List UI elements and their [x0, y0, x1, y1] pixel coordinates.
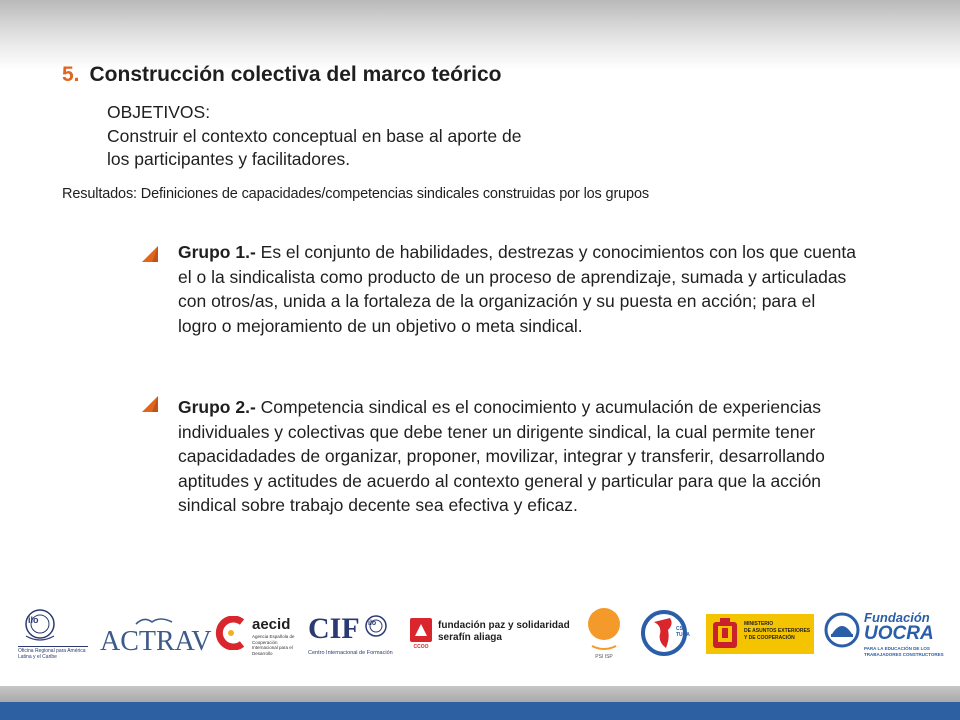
uocra-caption: PARA LA EDUCACIÓN DE LOS TRABAJADORES CONSTRUCTORES: [864, 646, 944, 657]
ccoo-badge: CCOO: [413, 644, 429, 650]
cif-ilo-mark: ilo: [368, 620, 377, 627]
objectives-block: [107, 101, 521, 172]
fundacion-paz-line2: serafín aliaga: [438, 632, 502, 643]
objectives-line-2: los participantes y facilitadores.: [107, 149, 351, 169]
footer-blue-band: [0, 702, 960, 720]
ministerio-line1: MINISTERIO: [744, 621, 774, 627]
results-line: Resultados: Definiciones de capacidades/competencias sindicales construidas por los grupos: [62, 186, 649, 202]
group-1-text: Es el conjunto de habilidades, destrezas y conocimientos con los que cuenta el o la sindicalista como producto de un proceso de aprendizaje, sumada y articuladas con otros/as, unida a la fortaleza de la organización y su puesta en acción; para el logro o mejoramiento de un objetivo o meta sindical.: [178, 242, 857, 336]
aecid-c-icon: [214, 616, 248, 650]
section-number: 5.: [62, 63, 80, 86]
cif-text: CIF: [308, 612, 360, 645]
group-2-paragraph: [178, 395, 858, 518]
psi-sun-icon: [584, 606, 624, 654]
aecid-name: aecid: [252, 616, 291, 633]
footer-grey-band: [0, 686, 960, 702]
uocra-line2: UOCRA: [864, 623, 934, 644]
triangle-bullet-icon: [141, 395, 159, 413]
group-1-label: Grupo 1.-: [178, 242, 256, 262]
spain-coat-of-arms-icon: [710, 618, 740, 650]
ilo-caption: Oficina Regional para América Latina y el Caribe: [18, 648, 86, 660]
header-gradient-band: [0, 0, 960, 70]
title-text: Construcción colectiva del marco teórico: [89, 63, 502, 86]
aecid-caption: Agencia Española de Cooperación Internacional para el Desarrollo: [252, 634, 295, 656]
triangle-bullet-icon: [141, 245, 159, 263]
partner-logos-strip: [0, 600, 960, 680]
ministerio-logo: [706, 614, 814, 654]
csa-tuca-text: CSA TUCA: [676, 626, 690, 638]
csa-tuca-logo: [640, 606, 696, 666]
ilo-mark-text: ilo: [28, 615, 39, 625]
slide-title: [62, 63, 501, 87]
group-2-label: Grupo 2.-: [178, 397, 256, 417]
objectives-heading: OBJETIVOS:: [107, 102, 211, 122]
cif-caption: Centro Internacional de Formación: [308, 650, 393, 656]
uocra-logo: [824, 608, 950, 666]
group-1-paragraph: [178, 240, 858, 338]
ccoo-square-icon: [410, 618, 432, 642]
objectives-line-1: Construir el contexto conceptual en base al aporte de: [107, 125, 522, 146]
ministerio-line2: DE ASUNTOS EXTERIORES: [744, 628, 811, 634]
group-2-text: Competencia sindical es el conocimiento y acumulación de experiencias individuales y colectivas que debe tener un dirigente sindical, la cual permite tener capacidadades de organizar, proponer, movilizar, integrar y transferir, desarrollando aptitudes y actitudes de acuerdo al contexto general y particular para que la acción sindical sobre trabajo decente sea efectiva y eficaz.: [178, 397, 825, 515]
actrav-logo: [100, 614, 212, 664]
ilo-regional-logo: [18, 608, 90, 668]
cif-logo: [306, 612, 398, 662]
fundacion-paz-line1: fundación paz y solidaridad: [438, 620, 570, 631]
aecid-logo: [214, 610, 298, 670]
ilo-emblem-icon: [362, 614, 390, 640]
actrav-text: ACTRAV: [100, 626, 212, 657]
uocra-line1: Fundación: [864, 610, 930, 625]
uocra-helmet-icon: [824, 612, 860, 648]
psi-caption: PSI ISP: [595, 654, 613, 660]
ilo-emblem-icon: [20, 608, 60, 644]
fundacion-paz-logo: [410, 618, 580, 658]
psi-logo: [582, 606, 626, 666]
ministerio-line3: Y DE COOPERACIÓN: [744, 635, 795, 641]
ministerio-text: [744, 621, 810, 642]
